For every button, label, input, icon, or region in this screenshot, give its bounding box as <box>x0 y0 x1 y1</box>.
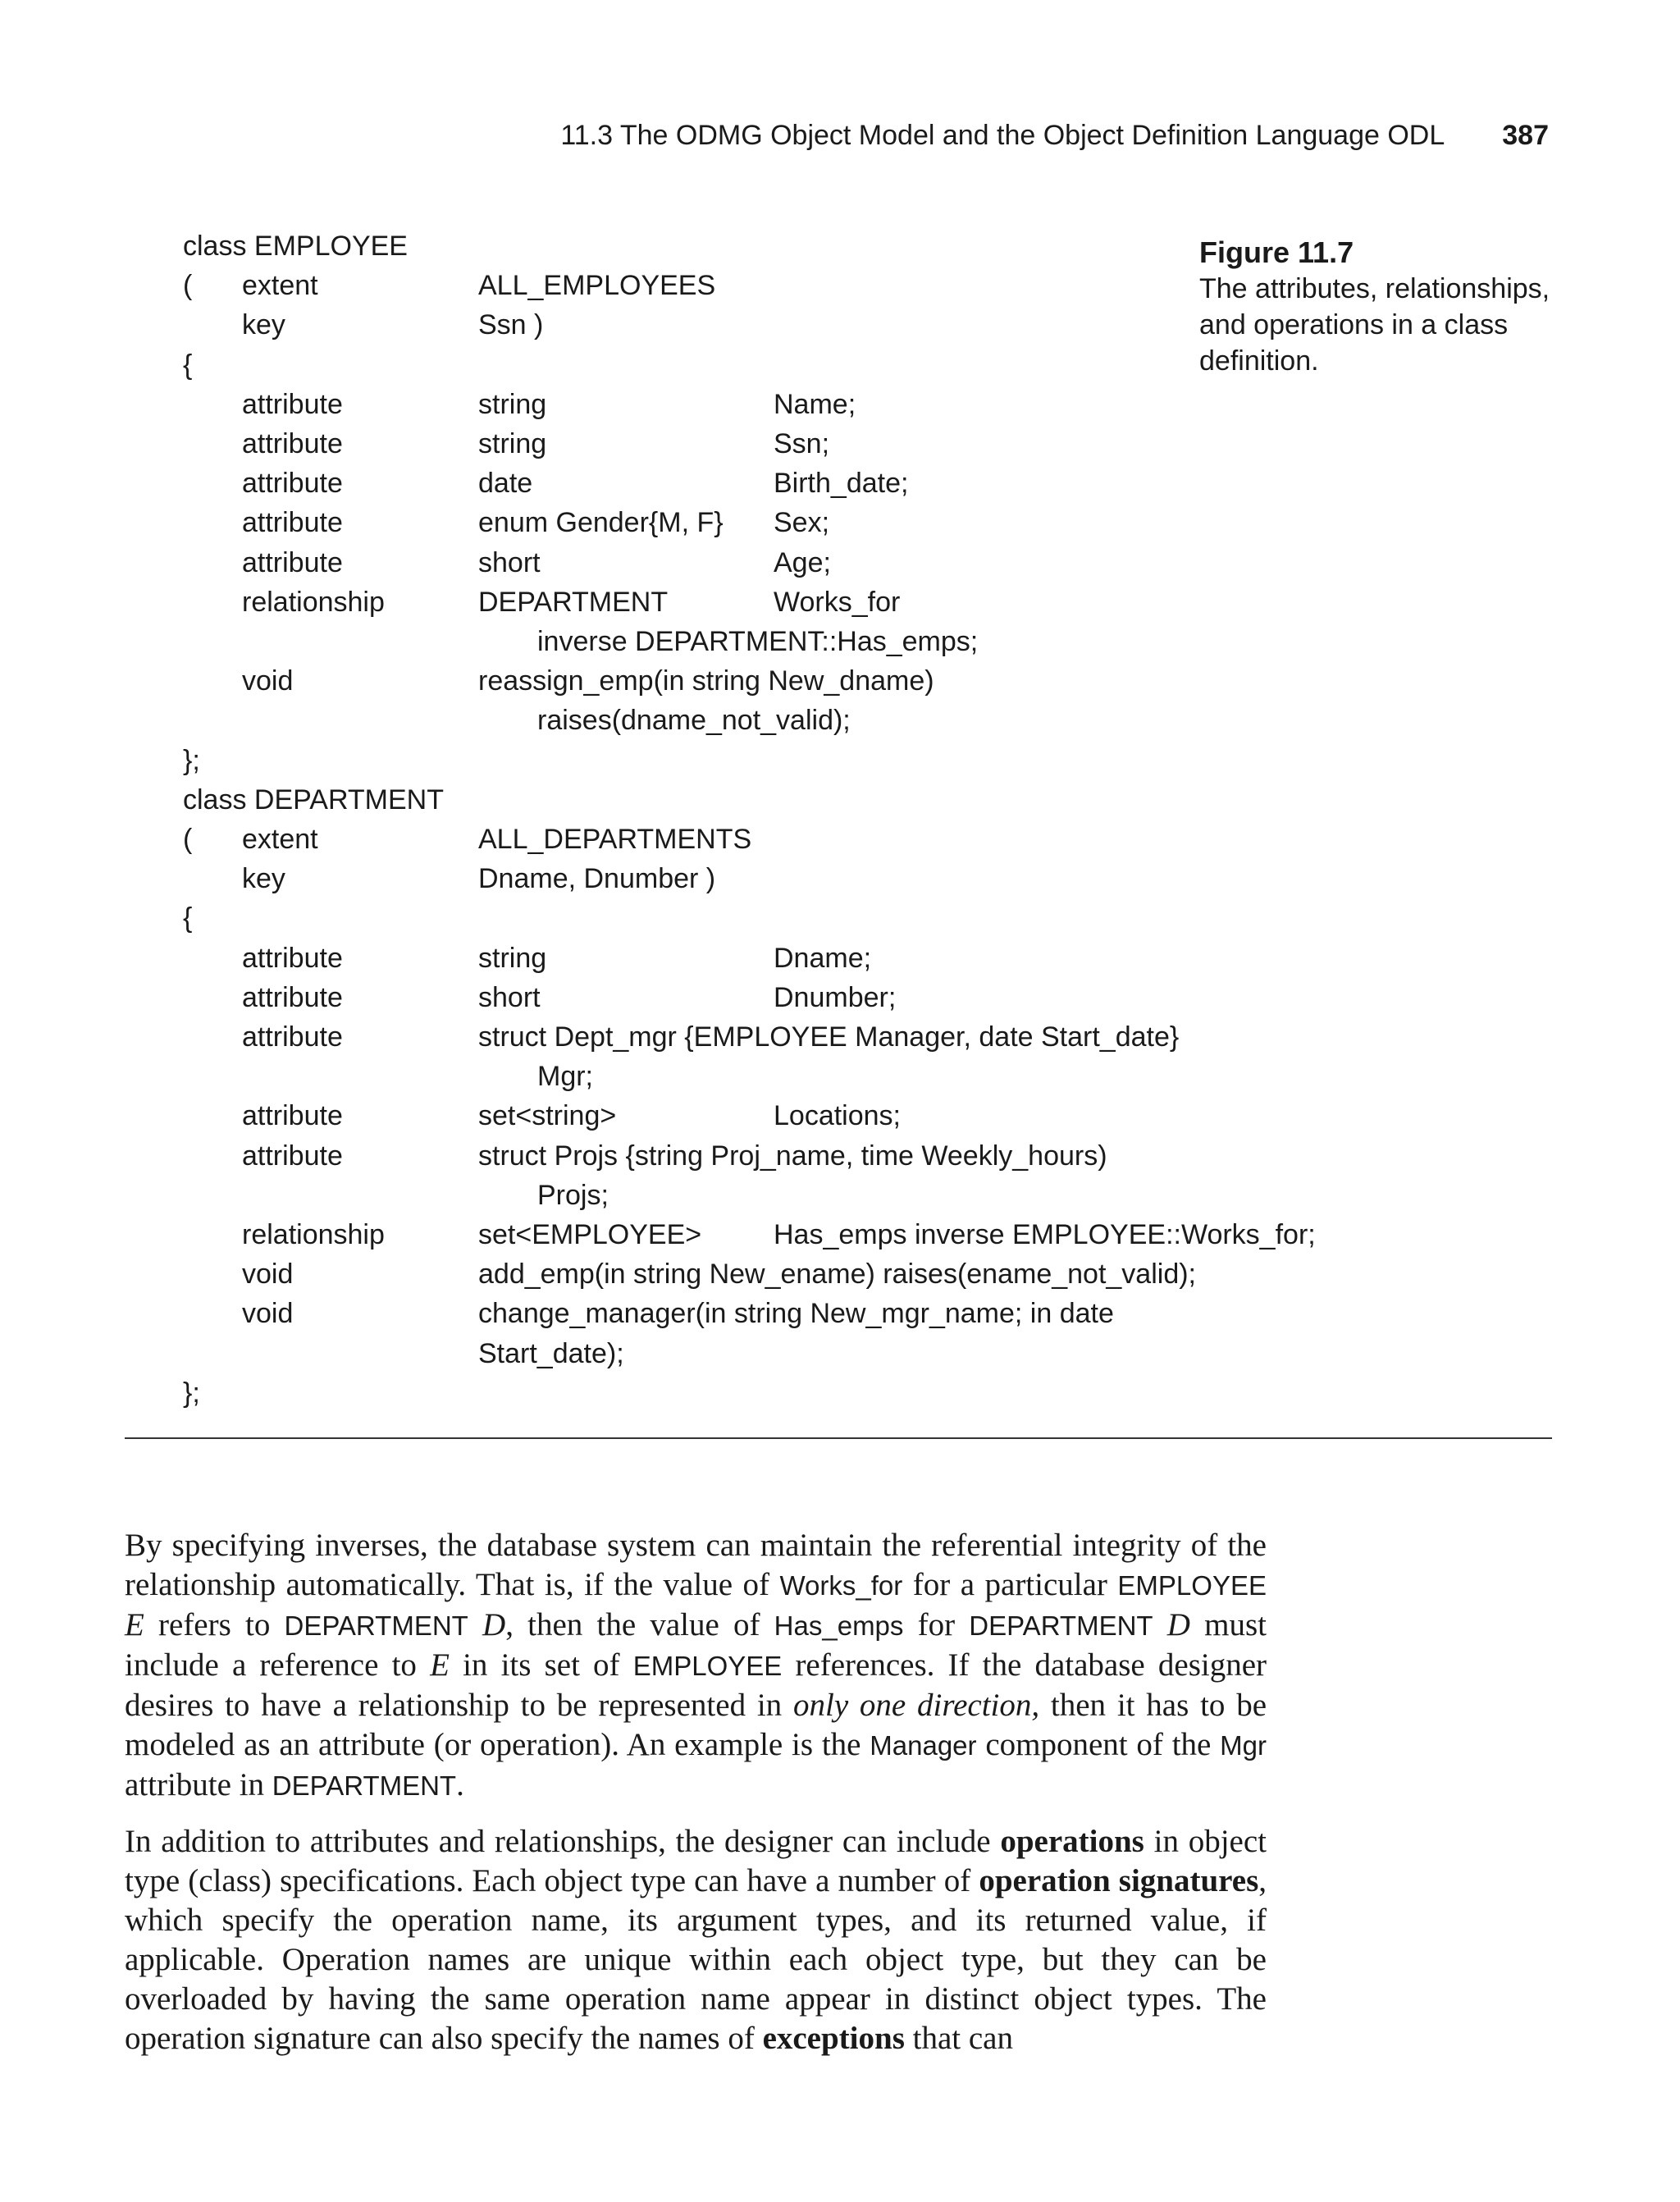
text-run: component of the <box>976 1727 1221 1762</box>
code-token: { <box>183 902 193 934</box>
code-line <box>0 1334 1477 1373</box>
code-token: raises(dname_not_valid); <box>537 705 851 736</box>
code-token: Has_emps inverse EMPLOYEE::Works_for; <box>774 1219 1316 1250</box>
code-line <box>0 1373 1477 1413</box>
bold-term: operations <box>1000 1824 1144 1859</box>
code-token: string <box>478 389 547 420</box>
code-token: struct Projs {string Proj_name, time Weekly_hours) <box>478 1140 1107 1172</box>
math-var: D <box>468 1607 506 1642</box>
bold-term: operation signatures <box>979 1863 1259 1898</box>
text-run: for a particular <box>902 1567 1118 1602</box>
code-line <box>0 741 1477 780</box>
text-run: By specifying inverses, the database system can maintain the referential integrity of the relationship automatically. That is, if the value of <box>125 1528 1267 1602</box>
body-text <box>125 1526 1267 2075</box>
code-token: relationship <box>242 1219 385 1250</box>
code-token: set<string> <box>478 1100 617 1131</box>
text-run: then it has to be modeled as an attribute (or operation). An example is the <box>125 1688 1267 1762</box>
code-token: ALL_DEPARTMENTS <box>478 824 752 855</box>
code-term: Works_for <box>779 1570 903 1601</box>
code-token: DEPARTMENT <box>478 587 669 618</box>
text-run: that can <box>904 2021 1013 2056</box>
code-token: }; <box>183 1377 200 1409</box>
code-token: attribute <box>242 982 343 1013</box>
code-line <box>0 780 1477 820</box>
code-line <box>0 661 1477 701</box>
bold-term: exceptions <box>762 2021 905 2056</box>
code-line <box>0 1096 1477 1135</box>
emphasis: only one direction, <box>792 1688 1040 1723</box>
code-term: DEPARTMENT <box>272 1770 457 1801</box>
code-token: Ssn ) <box>478 309 544 340</box>
text-run: . <box>456 1767 464 1802</box>
section-title: 11.3 The ODMG Object Model and the Object Definition Language ODL <box>560 120 1445 151</box>
code-token: attribute <box>242 428 343 459</box>
code-token: Dname; <box>774 943 872 974</box>
code-token: Projs; <box>537 1180 609 1211</box>
figure-caption-text: The attributes, relationships, and operations in a class definition. <box>1199 273 1550 377</box>
text-run: references. If the database designer desires to have a relationship to be represented in <box>125 1647 1267 1723</box>
code-token: ( <box>183 824 193 855</box>
text-run: in its set of <box>449 1647 633 1683</box>
code-line <box>0 424 1477 464</box>
text-run: must include a reference to <box>125 1607 1267 1683</box>
text-run: in object type (class) specifications. Each object type can have a number of <box>125 1824 1267 1898</box>
code-token: enum Gender{M, F} <box>478 507 724 538</box>
code-term: Mgr <box>1220 1730 1267 1761</box>
code-token: attribute <box>242 1140 343 1172</box>
code-token: attribute <box>242 943 343 974</box>
math-var: E <box>430 1647 450 1683</box>
text-run: , which specify the operation name, its argument types, and its returned value, if applicable. Operation names are unique within each object type, but they can be overloaded by having the same operation name appear in distinct object types. The operation signature can also specify the names of <box>125 1863 1267 2056</box>
code-line <box>0 464 1477 503</box>
code-token: }; <box>183 745 200 776</box>
text-run: , then the value of <box>505 1607 774 1642</box>
figure-label: Figure 11.7 <box>1199 235 1354 269</box>
code-term: Manager <box>870 1730 977 1761</box>
code-token: Age; <box>774 547 831 578</box>
code-token: void <box>242 1259 294 1290</box>
code-token: add_emp(in string New_ename) raises(ename_not_valid); <box>478 1259 1197 1290</box>
code-token: Dnumber; <box>774 982 897 1013</box>
code-token: extent <box>242 824 318 855</box>
code-token: set<EMPLOYEE> <box>478 1219 702 1250</box>
paragraph-inverses <box>125 1526 1267 1806</box>
text-run: refers to <box>144 1607 285 1642</box>
code-line <box>0 385 1477 424</box>
code-token: Mgr; <box>537 1061 593 1092</box>
code-token: date <box>478 468 533 499</box>
code-line <box>0 1057 1477 1096</box>
code-token: Ssn; <box>774 428 830 459</box>
code-token: relationship <box>242 587 385 618</box>
code-term: Has_emps <box>774 1610 904 1641</box>
code-token: key <box>242 309 285 340</box>
code-token: attribute <box>242 507 343 538</box>
code-token: ( <box>183 270 193 301</box>
code-token: Name; <box>774 389 856 420</box>
paragraph-operations <box>125 1822 1267 2058</box>
figure-divider <box>125 1437 1552 1439</box>
code-token: void <box>242 665 294 697</box>
code-token: short <box>478 547 541 578</box>
code-line <box>0 305 1477 345</box>
math-var: E <box>125 1607 144 1642</box>
code-line <box>0 543 1477 582</box>
code-line <box>0 939 1477 978</box>
code-token: Birth_date; <box>774 468 909 499</box>
code-token: string <box>478 943 547 974</box>
code-token: Dname, Dnumber ) <box>478 863 716 894</box>
code-token: attribute <box>242 468 343 499</box>
code-token: Start_date); <box>478 1338 624 1369</box>
code-token: void <box>242 1298 294 1329</box>
code-token: Works_for <box>774 587 901 618</box>
code-token: ALL_EMPLOYEES <box>478 270 716 301</box>
code-line <box>0 1176 1477 1215</box>
code-line <box>0 226 1477 266</box>
code-token: { <box>183 349 193 381</box>
code-token: inverse DEPARTMENT::Has_emps; <box>537 626 979 657</box>
code-line <box>0 503 1477 542</box>
code-token: attribute <box>242 547 343 578</box>
code-term: EMPLOYEE <box>1117 1570 1267 1601</box>
code-token: attribute <box>242 1021 343 1053</box>
code-token: struct Dept_mgr {EMPLOYEE Manager, date Start_date} <box>478 1021 1180 1053</box>
code-token: key <box>242 863 285 894</box>
code-token: string <box>478 428 547 459</box>
code-line <box>0 1017 1477 1057</box>
code-line <box>0 701 1477 740</box>
code-line <box>0 345 1477 385</box>
code-term: EMPLOYEE <box>632 1651 783 1681</box>
code-line <box>0 898 1477 938</box>
text-run: attribute in <box>125 1767 272 1802</box>
code-line <box>0 859 1477 898</box>
code-term: DEPARTMENT <box>284 1610 468 1641</box>
code-line <box>0 978 1477 1017</box>
code-line <box>0 266 1477 305</box>
code-line <box>0 622 1477 661</box>
math-var: D <box>1153 1607 1190 1642</box>
text-run: for <box>903 1607 970 1642</box>
code-token: class DEPARTMENT <box>183 784 445 815</box>
code-token: class EMPLOYEE <box>183 231 408 262</box>
page-number: 387 <box>1502 120 1549 151</box>
code-token: Sex; <box>774 507 830 538</box>
code-line <box>0 582 1477 622</box>
code-token: Locations; <box>774 1100 901 1131</box>
code-token: reassign_emp(in string New_dname) <box>478 665 934 697</box>
code-line <box>0 1215 1477 1254</box>
code-term: DEPARTMENT <box>969 1610 1153 1641</box>
code-line <box>0 1136 1477 1176</box>
code-line <box>0 1294 1477 1333</box>
text-run: In addition to attributes and relationships, the designer can include <box>125 1824 1001 1859</box>
code-line <box>0 820 1477 859</box>
code-token: change_manager(in string New_mgr_name; in date <box>478 1298 1114 1329</box>
code-line <box>0 1254 1477 1294</box>
code-token: short <box>478 982 541 1013</box>
code-token: extent <box>242 270 318 301</box>
code-token: attribute <box>242 389 343 420</box>
code-token: attribute <box>242 1100 343 1131</box>
